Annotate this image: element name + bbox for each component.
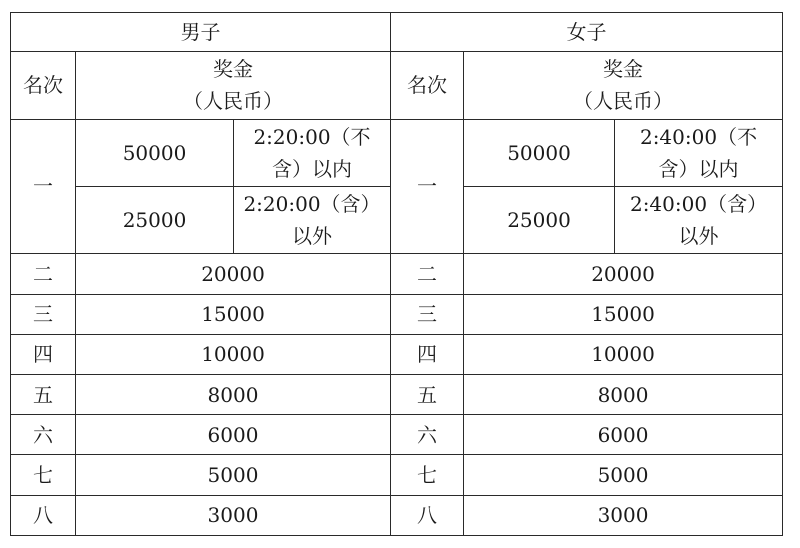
women-rank-cell: 八 <box>391 495 464 535</box>
women-amount-cell: 20000 <box>464 254 783 294</box>
women-rank-cell: 二 <box>391 254 464 294</box>
men-first-condition-a <box>234 119 391 186</box>
men-amount-cell: 10000 <box>76 334 391 374</box>
table-row <box>11 415 783 455</box>
men-first-condition-b-line2: 以外 <box>292 224 332 249</box>
women-rank-header: 名次 <box>391 52 464 119</box>
women-first-condition-a <box>615 119 783 186</box>
women-rank-cell: 六 <box>391 415 464 455</box>
men-rank-cell: 二 <box>11 254 76 294</box>
men-amount-cell: 8000 <box>76 375 391 415</box>
women-prize-header-line2: （人民币） <box>573 89 674 114</box>
women-amount-cell: 6000 <box>464 415 783 455</box>
men-amount-cell: 15000 <box>76 294 391 334</box>
table-row <box>11 455 783 495</box>
women-prize-header <box>464 52 783 119</box>
women-rank-cell: 三 <box>391 294 464 334</box>
men-first-amount-b: 25000 <box>76 186 234 253</box>
women-first-rank: 一 <box>391 119 464 254</box>
men-rank-cell: 八 <box>11 495 76 535</box>
men-header: 男子 <box>11 13 391 52</box>
women-first-condition-b-line1: 2:40:00（含） <box>629 192 768 217</box>
men-rank-cell: 七 <box>11 455 76 495</box>
women-amount-cell: 15000 <box>464 294 783 334</box>
men-prize-header <box>76 52 391 119</box>
women-first-condition-a-line1: 2:40:00（不 <box>639 124 758 149</box>
first-place-row-a <box>11 119 783 186</box>
women-amount-cell: 3000 <box>464 495 783 535</box>
women-rank-cell: 七 <box>391 455 464 495</box>
men-prize-header-line2: （人民币） <box>183 89 283 114</box>
men-amount-cell: 5000 <box>76 455 391 495</box>
women-first-condition-b <box>615 186 783 253</box>
men-rank-cell: 五 <box>11 375 76 415</box>
men-rank-header: 名次 <box>11 52 76 119</box>
women-prize-header-line1: 奖金 <box>603 57 644 82</box>
men-first-amount-a: 50000 <box>76 119 234 186</box>
men-prize-header-line1: 奖金 <box>213 57 253 82</box>
men-amount-cell: 6000 <box>76 415 391 455</box>
men-first-rank: 一 <box>11 119 76 254</box>
women-rank-cell: 四 <box>391 334 464 374</box>
women-first-amount-a: 50000 <box>464 119 615 186</box>
prize-table <box>10 12 783 536</box>
men-first-condition-a-line1: 2:20:00（不 <box>253 124 371 149</box>
women-header: 女子 <box>391 13 783 52</box>
women-amount-cell: 5000 <box>464 455 783 495</box>
group-header-row <box>11 13 783 52</box>
women-first-condition-a-line2: 含）以内 <box>658 156 739 181</box>
women-first-amount-b: 25000 <box>464 186 615 253</box>
table-row <box>11 334 783 374</box>
women-amount-cell: 8000 <box>464 375 783 415</box>
men-first-condition-b <box>234 186 391 253</box>
men-first-condition-a-line2: 含）以内 <box>272 156 352 181</box>
table-row <box>11 294 783 334</box>
women-rank-cell: 五 <box>391 375 464 415</box>
table-row <box>11 254 783 294</box>
table-row <box>11 375 783 415</box>
men-amount-cell: 20000 <box>76 254 391 294</box>
men-rank-cell: 四 <box>11 334 76 374</box>
men-rank-cell: 六 <box>11 415 76 455</box>
column-header-row <box>11 52 783 119</box>
men-first-condition-b-line1: 2:20:00（含） <box>243 192 381 217</box>
women-first-condition-b-line2: 以外 <box>678 224 719 249</box>
table-row <box>11 495 783 535</box>
women-amount-cell: 10000 <box>464 334 783 374</box>
men-amount-cell: 3000 <box>76 495 391 535</box>
men-rank-cell: 三 <box>11 294 76 334</box>
